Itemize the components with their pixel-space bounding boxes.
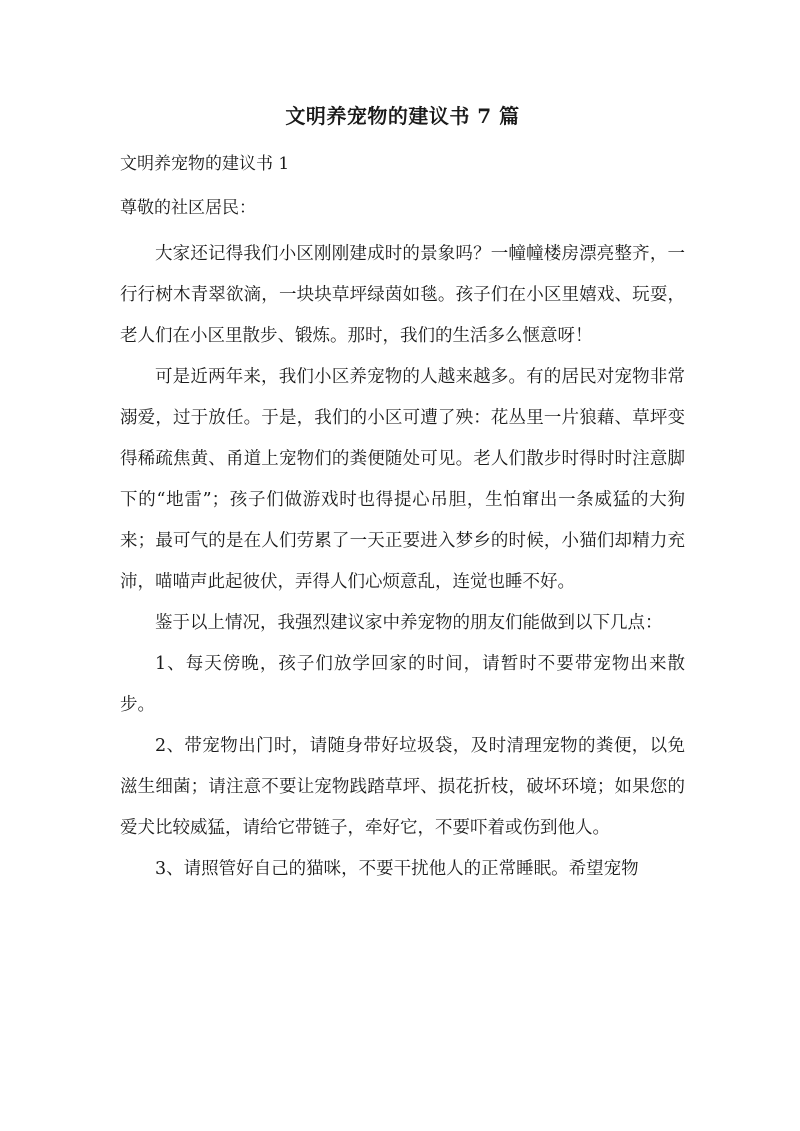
suggestion-item-3: 3、请照管好自己的猫咪，不要干扰他人的正常睡眠。希望宠物 bbox=[155, 859, 639, 879]
section-heading: 文明养宠物的建议书 1 bbox=[120, 154, 290, 174]
document-title: 文明养宠物的建议书 7 篇 bbox=[285, 104, 520, 128]
suggestion-item-2: 2、带宠物出门时，请随身带好垃圾袋，及时清理宠物的粪便，以免滋生细菌；请注意不要让宠物践踏草坪、损花折枝，破坏环境；如果您的爱犬比较威猛，请给它带链子，牵好它，不要吓着或伤到他人。 bbox=[120, 736, 685, 838]
paragraph-intro: 大家还记得我们小区刚刚建成时的景象吗？一幢幢楼房漂亮整齐，一行行树木青翠欲滴，一块块草坪绿茵如毯。孩子们在小区里嬉戏、玩耍，老人们在小区里散步、锻炼。那时，我们的生活多么惬意呀！ bbox=[120, 244, 685, 346]
salutation: 尊敬的社区居民： bbox=[120, 198, 256, 218]
paragraph-suggestion-lead: 鉴于以上情况，我强烈建议家中养宠物的朋友们能做到以下几点： bbox=[155, 613, 663, 633]
paragraph-problem: 可是近两年来，我们小区养宠物的人越来越多。有的居民对宠物非常溺爱，过于放任。于是，我们的小区可遭了殃：花丛里一片狼藉、草坪变得稀疏焦黄、甬道上宠物们的粪便随处可见。老人们散步时得时时注意脚下的“地雷”；孩子们做游戏时也得提心吊胆，生怕窜出一条威猛的大狗来；最可气的是在人们劳累了一天正要进入梦乡的时候，小猫们却精力充沛，喵喵声此起彼伏，弄得人们心烦意乱，连觉也睡不好。 bbox=[120, 367, 685, 592]
suggestion-item-1: 1、每天傍晚，孩子们放学回家的时间，请暂时不要带宠物出来散步。 bbox=[120, 654, 685, 715]
